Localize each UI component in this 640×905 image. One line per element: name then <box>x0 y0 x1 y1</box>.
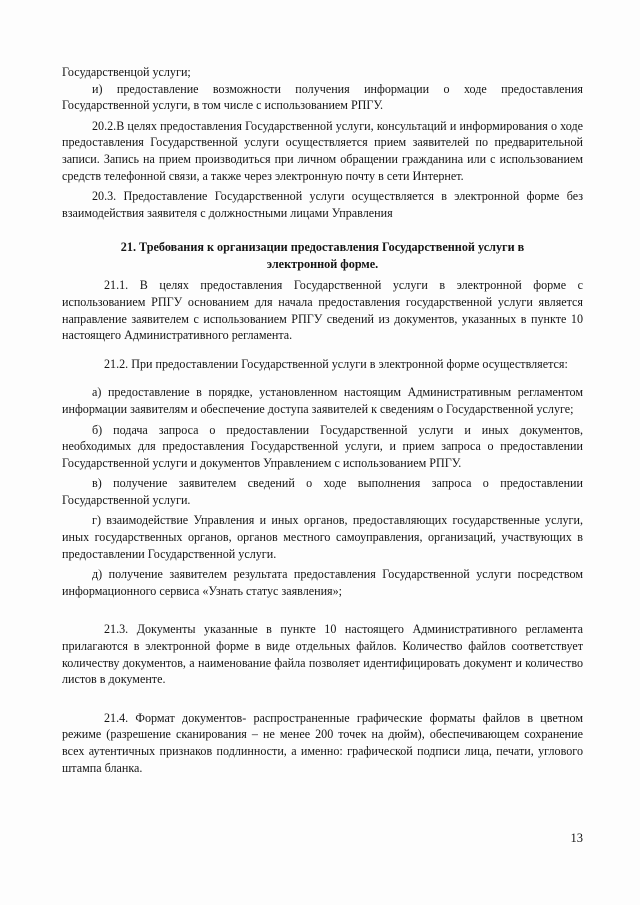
paragraph-item-d: д) получение заявителем результата предоставления Государственной услуги посредством информационного сервиса «Узнать статус заявления»; <box>62 567 583 598</box>
paragraph-21-2: 21.2. При предоставлении Государственной услуги в электронной форме осуществляется: <box>104 356 568 371</box>
document-body <box>62 64 583 776</box>
paragraph-item-i: и) предоставление возможности получения информации о ходе предоставления Государственной услуги, в том числе с использованием РПГУ. <box>62 81 583 113</box>
paragraph-20-2: 20.2.В целях предоставления Государственной услуги, консультаций и информирования о ходе предоставления Государственной услуги осуществляется прием заявителей по предварительной записи. Запись на прием производиться при личном обращении гражданина или с использованием средств телефонной связи, а также через электронную почту в сети Интернет. <box>62 118 583 183</box>
paragraph-item-a: а) предоставление в порядке, установленном настоящим Административным регламентом информации заявителям и обеспечение доступа заявителей к сведениям о Государственной услуге; <box>62 385 583 416</box>
paragraph-21-1: 21.1. В целях предоставления Государственной услуги в электронной форме с использованием РПГУ основанием для начала предоставления государственной услуги является направление заявителем с использованием РПГУ сведений из документов, указанных в пункте 10 настоящего Административного регламента. <box>62 278 583 343</box>
paragraph-item-g: г) взаимодействие Управления и иных органов, предоставляющих государственные услуги, иных государственных органов, органов местного самоуправления, организаций, участвующих в предоставлении Государственной услуги. <box>62 513 583 561</box>
paragraph-item-b: б) подача запроса о предоставлении Государственной услуги и иных документов, необходимых для предоставления Государственной услуги, и прием запроса о предоставлении Государственной услуги и документов Управлением с использованием РПГУ. <box>62 422 583 470</box>
section-heading: 21. Требования к организации предоставления Государственной услуги в электронной форме. <box>120 240 525 272</box>
paragraph-21-3: 21.3. Документы указанные в пункте 10 настоящего Административного регламента прилагаются в электронной форме в виде отдельных файлов. Количество файлов соответствует количеству документов, а наименование файла позволяет идентифицировать документ и количество листов в документе. <box>62 622 583 687</box>
paragraph-continuation: Государственцой услуги; <box>62 65 191 79</box>
paragraph-20-3: 20.3. Предоставление Государственной услуги осуществляется в электронной форме без взаимодействия заявителя с должностными лицами Управления <box>62 189 583 220</box>
paragraph-21-4: 21.4. Формат документов- распространенные графические форматы файлов в цветном режиме (разрешение сканирования – не менее 200 точек на дюйм), обеспечивающем сохранение всех аутентичных признаков подлинности, а именно: графической подписи лица, печати, углового штампа бланка. <box>62 710 583 775</box>
paragraph-item-v: в) получение заявителем сведений о ходе выполнения запроса о предоставлении Государственной услуги. <box>62 476 583 507</box>
page-number: 13 <box>570 831 583 845</box>
